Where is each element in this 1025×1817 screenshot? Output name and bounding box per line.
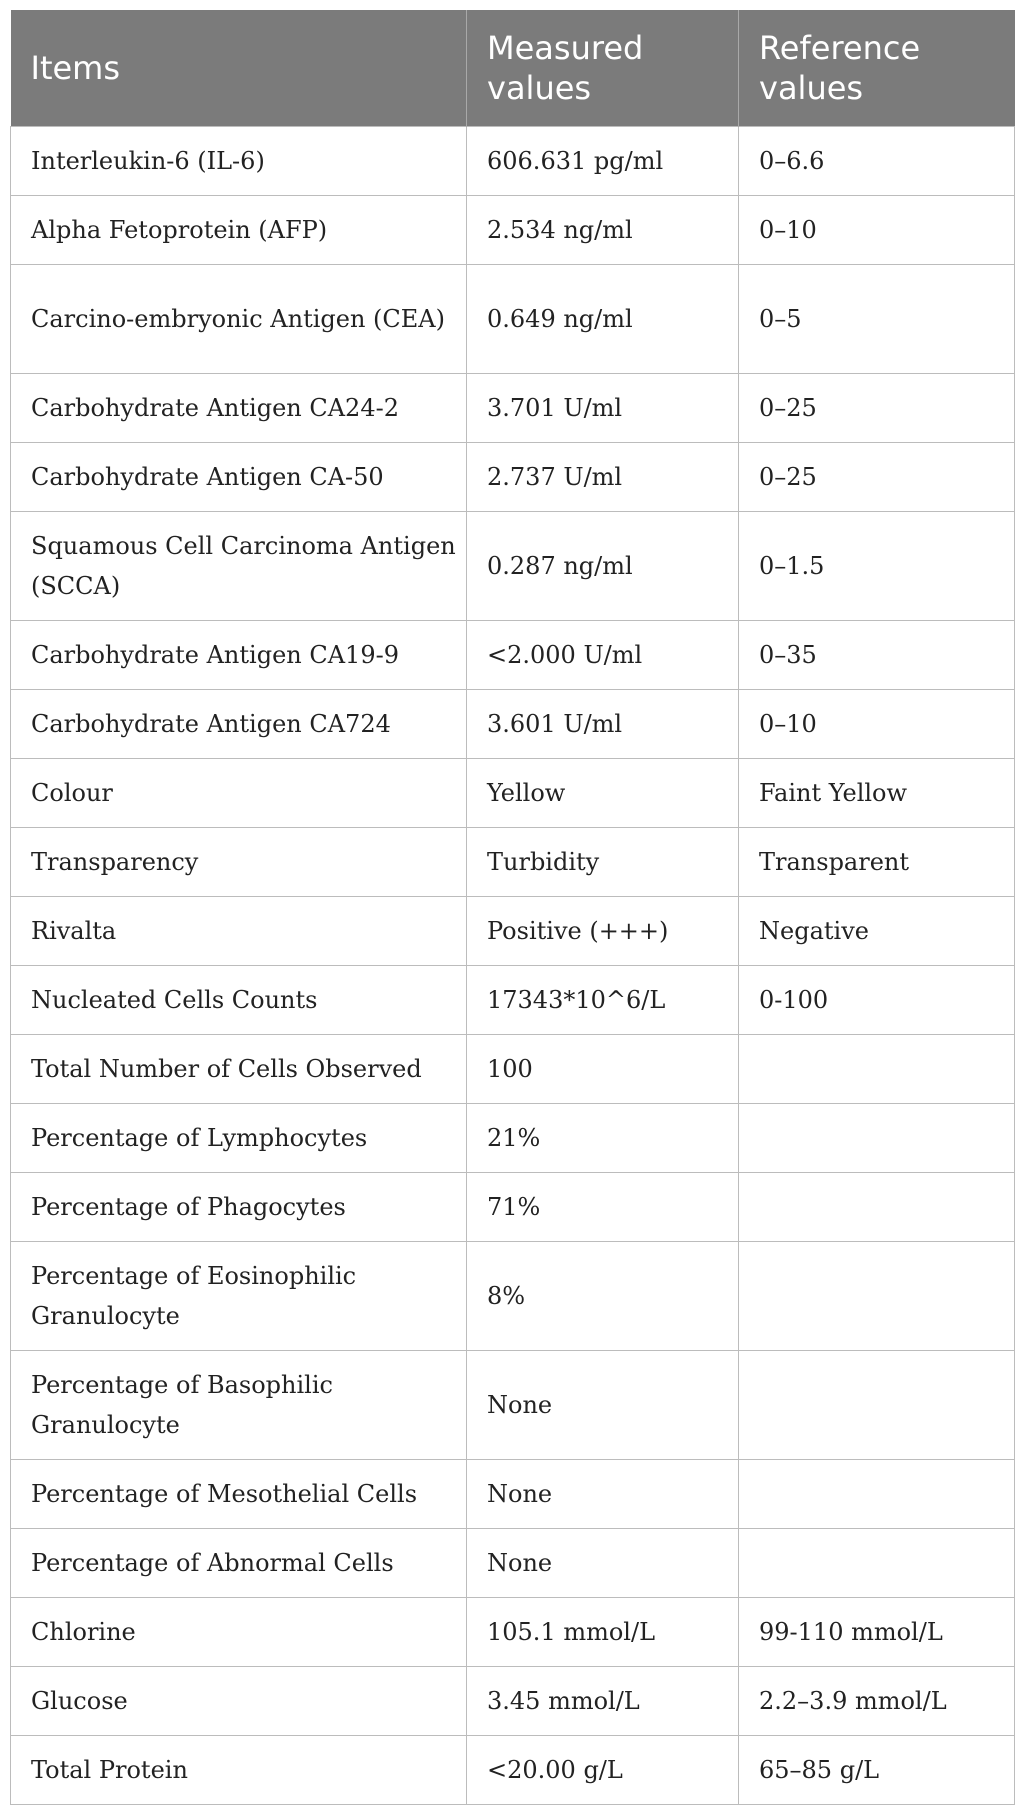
- item-cell: Carcino-embryonic Antigen (CEA): [11, 264, 467, 373]
- measured-cell: <2.000 U/ml: [467, 620, 739, 689]
- reference-cell: 0–25: [739, 373, 1015, 442]
- item-cell: Interleukin-6 (IL-6): [11, 126, 467, 195]
- measured-cell: 3.701 U/ml: [467, 373, 739, 442]
- reference-cell: 0-100: [739, 965, 1015, 1034]
- header-measured-values: Measured values: [467, 10, 739, 126]
- item-cell: Percentage of Phagocytes: [11, 1172, 467, 1241]
- measured-cell: None: [467, 1459, 739, 1528]
- item-cell: Percentage of Mesothelial Cells: [11, 1459, 467, 1528]
- table-row: [11, 1735, 1015, 1804]
- item-cell: Percentage of Eosinophilic Granulocyte: [11, 1241, 467, 1350]
- item-cell: Colour: [11, 758, 467, 827]
- item-cell: Nucleated Cells Counts: [11, 965, 467, 1034]
- item-cell: Carbohydrate Antigen CA-50: [11, 442, 467, 511]
- table-row: [11, 1241, 1015, 1350]
- table-row: [11, 965, 1015, 1034]
- table-row: [11, 195, 1015, 264]
- table-row: [11, 620, 1015, 689]
- measured-cell: 71%: [467, 1172, 739, 1241]
- table-row: [11, 689, 1015, 758]
- header-reference-values: Reference values: [739, 10, 1015, 126]
- table-row: [11, 1172, 1015, 1241]
- measured-cell: 21%: [467, 1103, 739, 1172]
- reference-cell: 65–85 g/L: [739, 1735, 1015, 1804]
- item-cell: Percentage of Abnormal Cells: [11, 1528, 467, 1597]
- table-row: [11, 442, 1015, 511]
- reference-cell: Faint Yellow: [739, 758, 1015, 827]
- measured-cell: 3.45 mmol/L: [467, 1666, 739, 1735]
- reference-cell: [739, 1528, 1015, 1597]
- measured-cell: 17343*10^6/L: [467, 965, 739, 1034]
- reference-cell: [739, 1103, 1015, 1172]
- reference-cell: 0–35: [739, 620, 1015, 689]
- measured-cell: 2.534 ng/ml: [467, 195, 739, 264]
- measured-cell: 100: [467, 1034, 739, 1103]
- reference-cell: Negative: [739, 896, 1015, 965]
- table-row: [11, 126, 1015, 195]
- reference-cell: [739, 1459, 1015, 1528]
- table-row: [11, 373, 1015, 442]
- header-items: Items: [11, 10, 467, 126]
- lab-results-table-container: [10, 10, 1014, 1805]
- measured-cell: 606.631 pg/ml: [467, 126, 739, 195]
- table-row: [11, 1350, 1015, 1459]
- measured-cell: Turbidity: [467, 827, 739, 896]
- reference-cell: [739, 1172, 1015, 1241]
- measured-cell: Positive (+++): [467, 896, 739, 965]
- header-row: [11, 10, 1015, 126]
- table-row: [11, 758, 1015, 827]
- measured-cell: 2.737 U/ml: [467, 442, 739, 511]
- reference-cell: 0–5: [739, 264, 1015, 373]
- table-row: [11, 1459, 1015, 1528]
- measured-cell: <20.00 g/L: [467, 1735, 739, 1804]
- measured-cell: 3.601 U/ml: [467, 689, 739, 758]
- reference-cell: 99-110 mmol/L: [739, 1597, 1015, 1666]
- reference-cell: [739, 1350, 1015, 1459]
- reference-cell: [739, 1034, 1015, 1103]
- table-row: [11, 264, 1015, 373]
- measured-cell: 0.649 ng/ml: [467, 264, 739, 373]
- item-cell: Rivalta: [11, 896, 467, 965]
- item-cell: Percentage of Lymphocytes: [11, 1103, 467, 1172]
- reference-cell: 0–10: [739, 195, 1015, 264]
- table-row: [11, 827, 1015, 896]
- item-cell: Total Number of Cells Observed: [11, 1034, 467, 1103]
- table-row: [11, 511, 1015, 620]
- item-cell: Carbohydrate Antigen CA724: [11, 689, 467, 758]
- measured-cell: 105.1 mmol/L: [467, 1597, 739, 1666]
- table-body: [11, 126, 1015, 1804]
- reference-cell: 0–6.6: [739, 126, 1015, 195]
- item-cell: Squamous Cell Carcinoma Antigen (SCCA): [11, 511, 467, 620]
- reference-cell: [739, 1241, 1015, 1350]
- table-row: [11, 1528, 1015, 1597]
- table-row: [11, 1666, 1015, 1735]
- measured-cell: None: [467, 1528, 739, 1597]
- table-row: [11, 1103, 1015, 1172]
- reference-cell: Transparent: [739, 827, 1015, 896]
- item-cell: Carbohydrate Antigen CA19-9: [11, 620, 467, 689]
- item-cell: Transparency: [11, 827, 467, 896]
- reference-cell: 0–25: [739, 442, 1015, 511]
- item-cell: Alpha Fetoprotein (AFP): [11, 195, 467, 264]
- table-row: [11, 1034, 1015, 1103]
- item-cell: Total Protein: [11, 1735, 467, 1804]
- item-cell: Percentage of Basophilic Granulocyte: [11, 1350, 467, 1459]
- lab-results-table: [10, 10, 1015, 1805]
- item-cell: Glucose: [11, 1666, 467, 1735]
- table-row: [11, 896, 1015, 965]
- measured-cell: 8%: [467, 1241, 739, 1350]
- measured-cell: 0.287 ng/ml: [467, 511, 739, 620]
- item-cell: Chlorine: [11, 1597, 467, 1666]
- table-row: [11, 1597, 1015, 1666]
- reference-cell: 0–1.5: [739, 511, 1015, 620]
- reference-cell: 0–10: [739, 689, 1015, 758]
- measured-cell: None: [467, 1350, 739, 1459]
- table-header: [11, 10, 1015, 126]
- reference-cell: 2.2–3.9 mmol/L: [739, 1666, 1015, 1735]
- measured-cell: Yellow: [467, 758, 739, 827]
- item-cell: Carbohydrate Antigen CA24-2: [11, 373, 467, 442]
